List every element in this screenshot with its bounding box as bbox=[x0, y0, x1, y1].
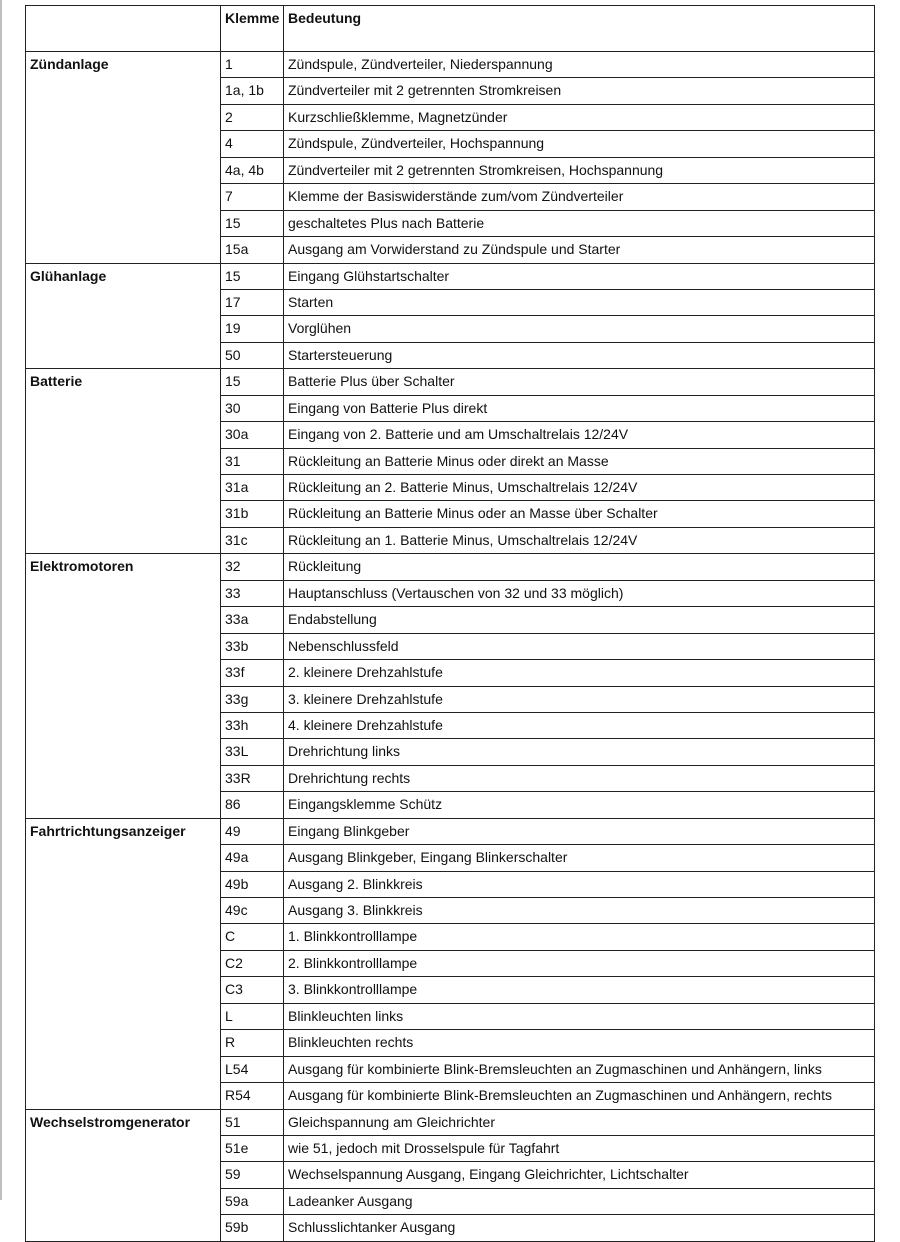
klemme-cell: 4a, 4b bbox=[221, 157, 284, 183]
klemme-cell: 31a bbox=[221, 475, 284, 501]
klemme-cell: 15 bbox=[221, 210, 284, 236]
bedeutung-cell: Ausgang 3. Blinkkreis bbox=[284, 898, 875, 924]
header-klemme: Klemme bbox=[221, 6, 284, 52]
bedeutung-cell: 3. kleinere Drehzahlstufe bbox=[284, 686, 875, 712]
group-label: Zündanlage bbox=[26, 52, 221, 264]
klemme-cell: 1 bbox=[221, 52, 284, 78]
klemme-cell: 19 bbox=[221, 316, 284, 342]
bedeutung-cell: Eingang Glühstartschalter bbox=[284, 263, 875, 289]
klemme-cell: 30 bbox=[221, 395, 284, 421]
klemme-cell: 33b bbox=[221, 633, 284, 659]
group-label: Batterie bbox=[26, 369, 221, 554]
bedeutung-cell: Endabstellung bbox=[284, 607, 875, 633]
bedeutung-cell: Gleichspannung am Gleichrichter bbox=[284, 1109, 875, 1135]
header-group bbox=[26, 6, 221, 52]
klemme-cell: 31 bbox=[221, 448, 284, 474]
bedeutung-cell: Drehrichtung rechts bbox=[284, 765, 875, 791]
bedeutung-cell: Zündspule, Zündverteiler, Hochspannung bbox=[284, 131, 875, 157]
group-label: Wechselstromgenerator bbox=[26, 1109, 221, 1241]
bedeutung-cell: Ausgang 2. Blinkkreis bbox=[284, 871, 875, 897]
bedeutung-cell: Vorglühen bbox=[284, 316, 875, 342]
table-row bbox=[26, 1109, 875, 1135]
table-row bbox=[26, 263, 875, 289]
klemme-cell: 33L bbox=[221, 739, 284, 765]
klemme-cell: 49 bbox=[221, 818, 284, 844]
klemme-cell: 17 bbox=[221, 289, 284, 315]
bedeutung-cell: Zündverteiler mit 2 getrennten Stromkreisen, Hochspannung bbox=[284, 157, 875, 183]
klemme-cell: 31b bbox=[221, 501, 284, 527]
bedeutung-cell: Rückleitung an Batterie Minus oder direkt an Masse bbox=[284, 448, 875, 474]
klemme-cell: 59 bbox=[221, 1162, 284, 1188]
bedeutung-cell: Drehrichtung links bbox=[284, 739, 875, 765]
klemme-cell: 86 bbox=[221, 792, 284, 818]
bedeutung-cell: 2. Blinkkontrolllampe bbox=[284, 950, 875, 976]
klemme-cell: 49b bbox=[221, 871, 284, 897]
klemme-cell: R54 bbox=[221, 1083, 284, 1109]
bedeutung-cell: Blinkleuchten rechts bbox=[284, 1030, 875, 1056]
bedeutung-cell: geschaltetes Plus nach Batterie bbox=[284, 210, 875, 236]
bedeutung-cell: 2. kleinere Drehzahlstufe bbox=[284, 660, 875, 686]
bedeutung-cell: Starten bbox=[284, 289, 875, 315]
bedeutung-cell: Rückleitung bbox=[284, 554, 875, 580]
table-row bbox=[26, 52, 875, 78]
klemme-cell: 1a, 1b bbox=[221, 78, 284, 104]
page-edge-shadow bbox=[0, 0, 2, 1200]
klemme-cell: 50 bbox=[221, 342, 284, 368]
bedeutung-cell: Ausgang für kombinierte Blink-Bremsleuchten an Zugmaschinen und Anhängern, links bbox=[284, 1056, 875, 1082]
bedeutung-cell: Klemme der Basiswiderstände zum/vom Zündverteiler bbox=[284, 184, 875, 210]
klemme-cell: 33f bbox=[221, 660, 284, 686]
bedeutung-cell: Eingang von 2. Batterie und am Umschaltrelais 12/24V bbox=[284, 422, 875, 448]
klemme-cell: 33R bbox=[221, 765, 284, 791]
bedeutung-cell: Hauptanschluss (Vertauschen von 32 und 33 möglich) bbox=[284, 580, 875, 606]
table-row bbox=[26, 554, 875, 580]
klemme-cell: R bbox=[221, 1030, 284, 1056]
bedeutung-cell: Nebenschlussfeld bbox=[284, 633, 875, 659]
klemme-cell: 59a bbox=[221, 1188, 284, 1214]
klemme-cell: 33h bbox=[221, 712, 284, 738]
klemme-cell: C3 bbox=[221, 977, 284, 1003]
klemme-cell: 31c bbox=[221, 527, 284, 553]
bedeutung-cell: 3. Blinkkontrolllampe bbox=[284, 977, 875, 1003]
bedeutung-cell: Batterie Plus über Schalter bbox=[284, 369, 875, 395]
bedeutung-cell: Blinkleuchten links bbox=[284, 1003, 875, 1029]
bedeutung-cell: Eingangsklemme Schütz bbox=[284, 792, 875, 818]
klemme-cell: 15 bbox=[221, 263, 284, 289]
klemme-cell: 59b bbox=[221, 1215, 284, 1241]
klemme-cell: L54 bbox=[221, 1056, 284, 1082]
bedeutung-cell: Ladeanker Ausgang bbox=[284, 1188, 875, 1214]
klemme-cell: 49a bbox=[221, 845, 284, 871]
klemme-cell: 7 bbox=[221, 184, 284, 210]
table-body bbox=[26, 52, 875, 1242]
bedeutung-cell: Eingang von Batterie Plus direkt bbox=[284, 395, 875, 421]
klemme-cell: 49c bbox=[221, 898, 284, 924]
bedeutung-cell: Schlusslichtanker Ausgang bbox=[284, 1215, 875, 1241]
bedeutung-cell: Ausgang für kombinierte Blink-Bremsleuchten an Zugmaschinen und Anhängern, rechts bbox=[284, 1083, 875, 1109]
bedeutung-cell: 1. Blinkkontrolllampe bbox=[284, 924, 875, 950]
table-header-row bbox=[26, 6, 875, 52]
klemme-cell: 33g bbox=[221, 686, 284, 712]
klemme-cell: 32 bbox=[221, 554, 284, 580]
klemme-cell: 33a bbox=[221, 607, 284, 633]
bedeutung-cell: wie 51, jedoch mit Drosselspule für Tagfahrt bbox=[284, 1135, 875, 1161]
bedeutung-cell: Rückleitung an 1. Batterie Minus, Umschaltrelais 12/24V bbox=[284, 527, 875, 553]
group-label: Glühanlage bbox=[26, 263, 221, 369]
klemme-cell: 51e bbox=[221, 1135, 284, 1161]
group-label: Elektromotoren bbox=[26, 554, 221, 818]
bedeutung-cell: 4. kleinere Drehzahlstufe bbox=[284, 712, 875, 738]
klemme-cell: L bbox=[221, 1003, 284, 1029]
klemme-cell: 30a bbox=[221, 422, 284, 448]
group-label: Fahrtrichtungsanzeiger bbox=[26, 818, 221, 1109]
bedeutung-cell: Zündverteiler mit 2 getrennten Stromkreisen bbox=[284, 78, 875, 104]
bedeutung-cell: Zündspule, Zündverteiler, Niederspannung bbox=[284, 52, 875, 78]
bedeutung-cell: Rückleitung an 2. Batterie Minus, Umschaltrelais 12/24V bbox=[284, 475, 875, 501]
klemme-cell: 33 bbox=[221, 580, 284, 606]
terminal-designation-table bbox=[25, 5, 875, 1242]
klemme-cell: C2 bbox=[221, 950, 284, 976]
klemme-cell: 2 bbox=[221, 104, 284, 130]
bedeutung-cell: Startersteuerung bbox=[284, 342, 875, 368]
bedeutung-cell: Ausgang am Vorwiderstand zu Zündspule und Starter bbox=[284, 237, 875, 263]
klemme-cell: 15a bbox=[221, 237, 284, 263]
bedeutung-cell: Rückleitung an Batterie Minus oder an Masse über Schalter bbox=[284, 501, 875, 527]
table-row bbox=[26, 369, 875, 395]
klemme-cell: 4 bbox=[221, 131, 284, 157]
klemme-cell: 15 bbox=[221, 369, 284, 395]
bedeutung-cell: Kurzschließklemme, Magnetzünder bbox=[284, 104, 875, 130]
header-bedeutung: Bedeutung bbox=[284, 6, 875, 52]
table-row bbox=[26, 818, 875, 844]
bedeutung-cell: Eingang Blinkgeber bbox=[284, 818, 875, 844]
bedeutung-cell: Ausgang Blinkgeber, Eingang Blinkerschalter bbox=[284, 845, 875, 871]
klemme-cell: 51 bbox=[221, 1109, 284, 1135]
bedeutung-cell: Wechselspannung Ausgang, Eingang Gleichrichter, Lichtschalter bbox=[284, 1162, 875, 1188]
klemme-cell: C bbox=[221, 924, 284, 950]
